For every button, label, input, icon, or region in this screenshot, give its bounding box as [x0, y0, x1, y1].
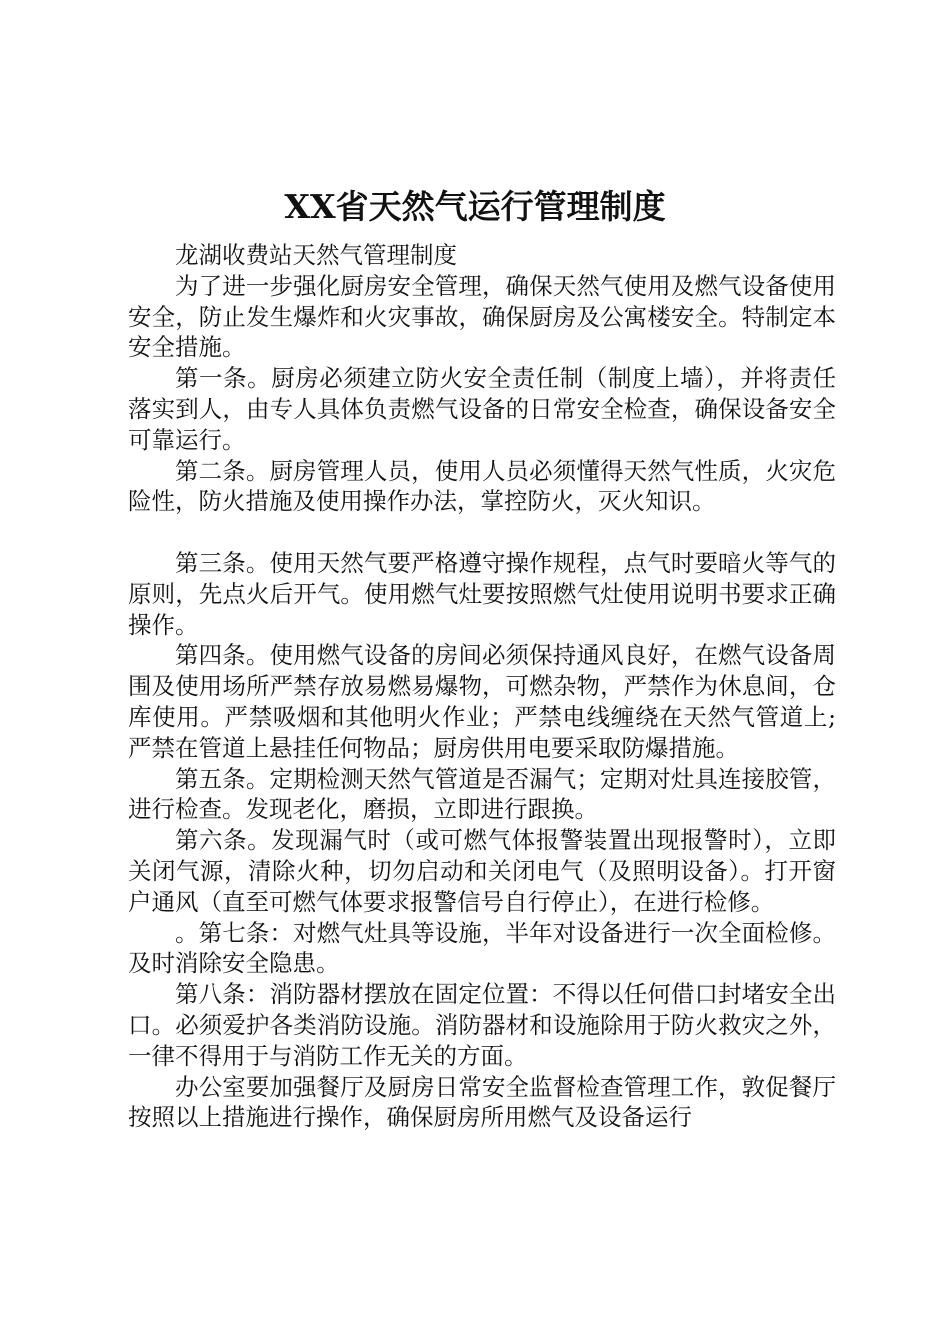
- article-3-paragraph: 第三条。使用天然气要严格遵守操作规程，点气时要暗火等气的原则，先点火后开气。使用燃气灶要按照燃气灶使用说明书要求正确操作。: [128, 548, 836, 639]
- article-6-paragraph: 第六条。发现漏气时（或可燃气体报警装置出现报警时），立即关闭气源，清除火种，切勿启动和关闭电气（及照明设备）。打开窗户通风（直至可燃气体要求报警信号自行停止），在进行检修。: [128, 826, 836, 916]
- article-1-paragraph: 第一条。厨房必须建立防火安全责任制（制度上墙），并将责任落实到人，由专人具体负责燃气设备的日常安全检查，确保设备安全可靠运行。: [128, 364, 836, 454]
- document-body: [128, 240, 836, 1133]
- article-5-paragraph: 第五条。定期检测天然气管道是否漏气；定期对灶具连接胶管，进行检查。发现老化，磨损，立即进行跟换。: [128, 764, 836, 824]
- subtitle-paragraph: 龙湖收费站天然气管理制度: [175, 241, 457, 269]
- article-7-paragraph: 。第七条：对燃气灶具等设施，半年对设备进行一次全面检修。及时消除安全隐患。: [128, 918, 836, 978]
- document-title: XX省天然气运行管理制度: [284, 187, 666, 226]
- article-4-paragraph: 第四条。使用燃气设备的房间必须保持通风良好，在燃气设备周围及使用场所严禁存放易燃易爆物，可燃杂物，严禁作为休息间，仓库使用。严禁吸烟和其他明火作业；严禁电线缠绕在天然气管道上;严禁在管道上悬挂任何物品；厨房供用电要采取防爆措施。: [128, 641, 836, 762]
- article-2-paragraph: 第二条。厨房管理人员，使用人员必须懂得天然气性质，火灾危险性，防火措施及使用操作办法，掌控防火，灭火知识。: [128, 456, 836, 516]
- article-8-paragraph: 第八条：消防器材摆放在固定位置：不得以任何借口封堵安全出口。必须爱护各类消防设施。消防器材和设施除用于防火救灾之外，一律不得用于与消防工作无关的方面。: [128, 980, 836, 1070]
- office-paragraph: 办公室要加强餐厅及厨房日常安全监督检查管理工作，敦促餐厅按照以上措施进行操作，确保厨房所用燃气及设备运行: [128, 1072, 836, 1132]
- intro-paragraph: 为了进一步强化厨房安全管理，确保天然气使用及燃气设备使用安全，防止发生爆炸和火灾事故，确保厨房及公寓楼安全。特制定本安全措施。: [128, 271, 836, 362]
- blank-line: [128, 517, 836, 548]
